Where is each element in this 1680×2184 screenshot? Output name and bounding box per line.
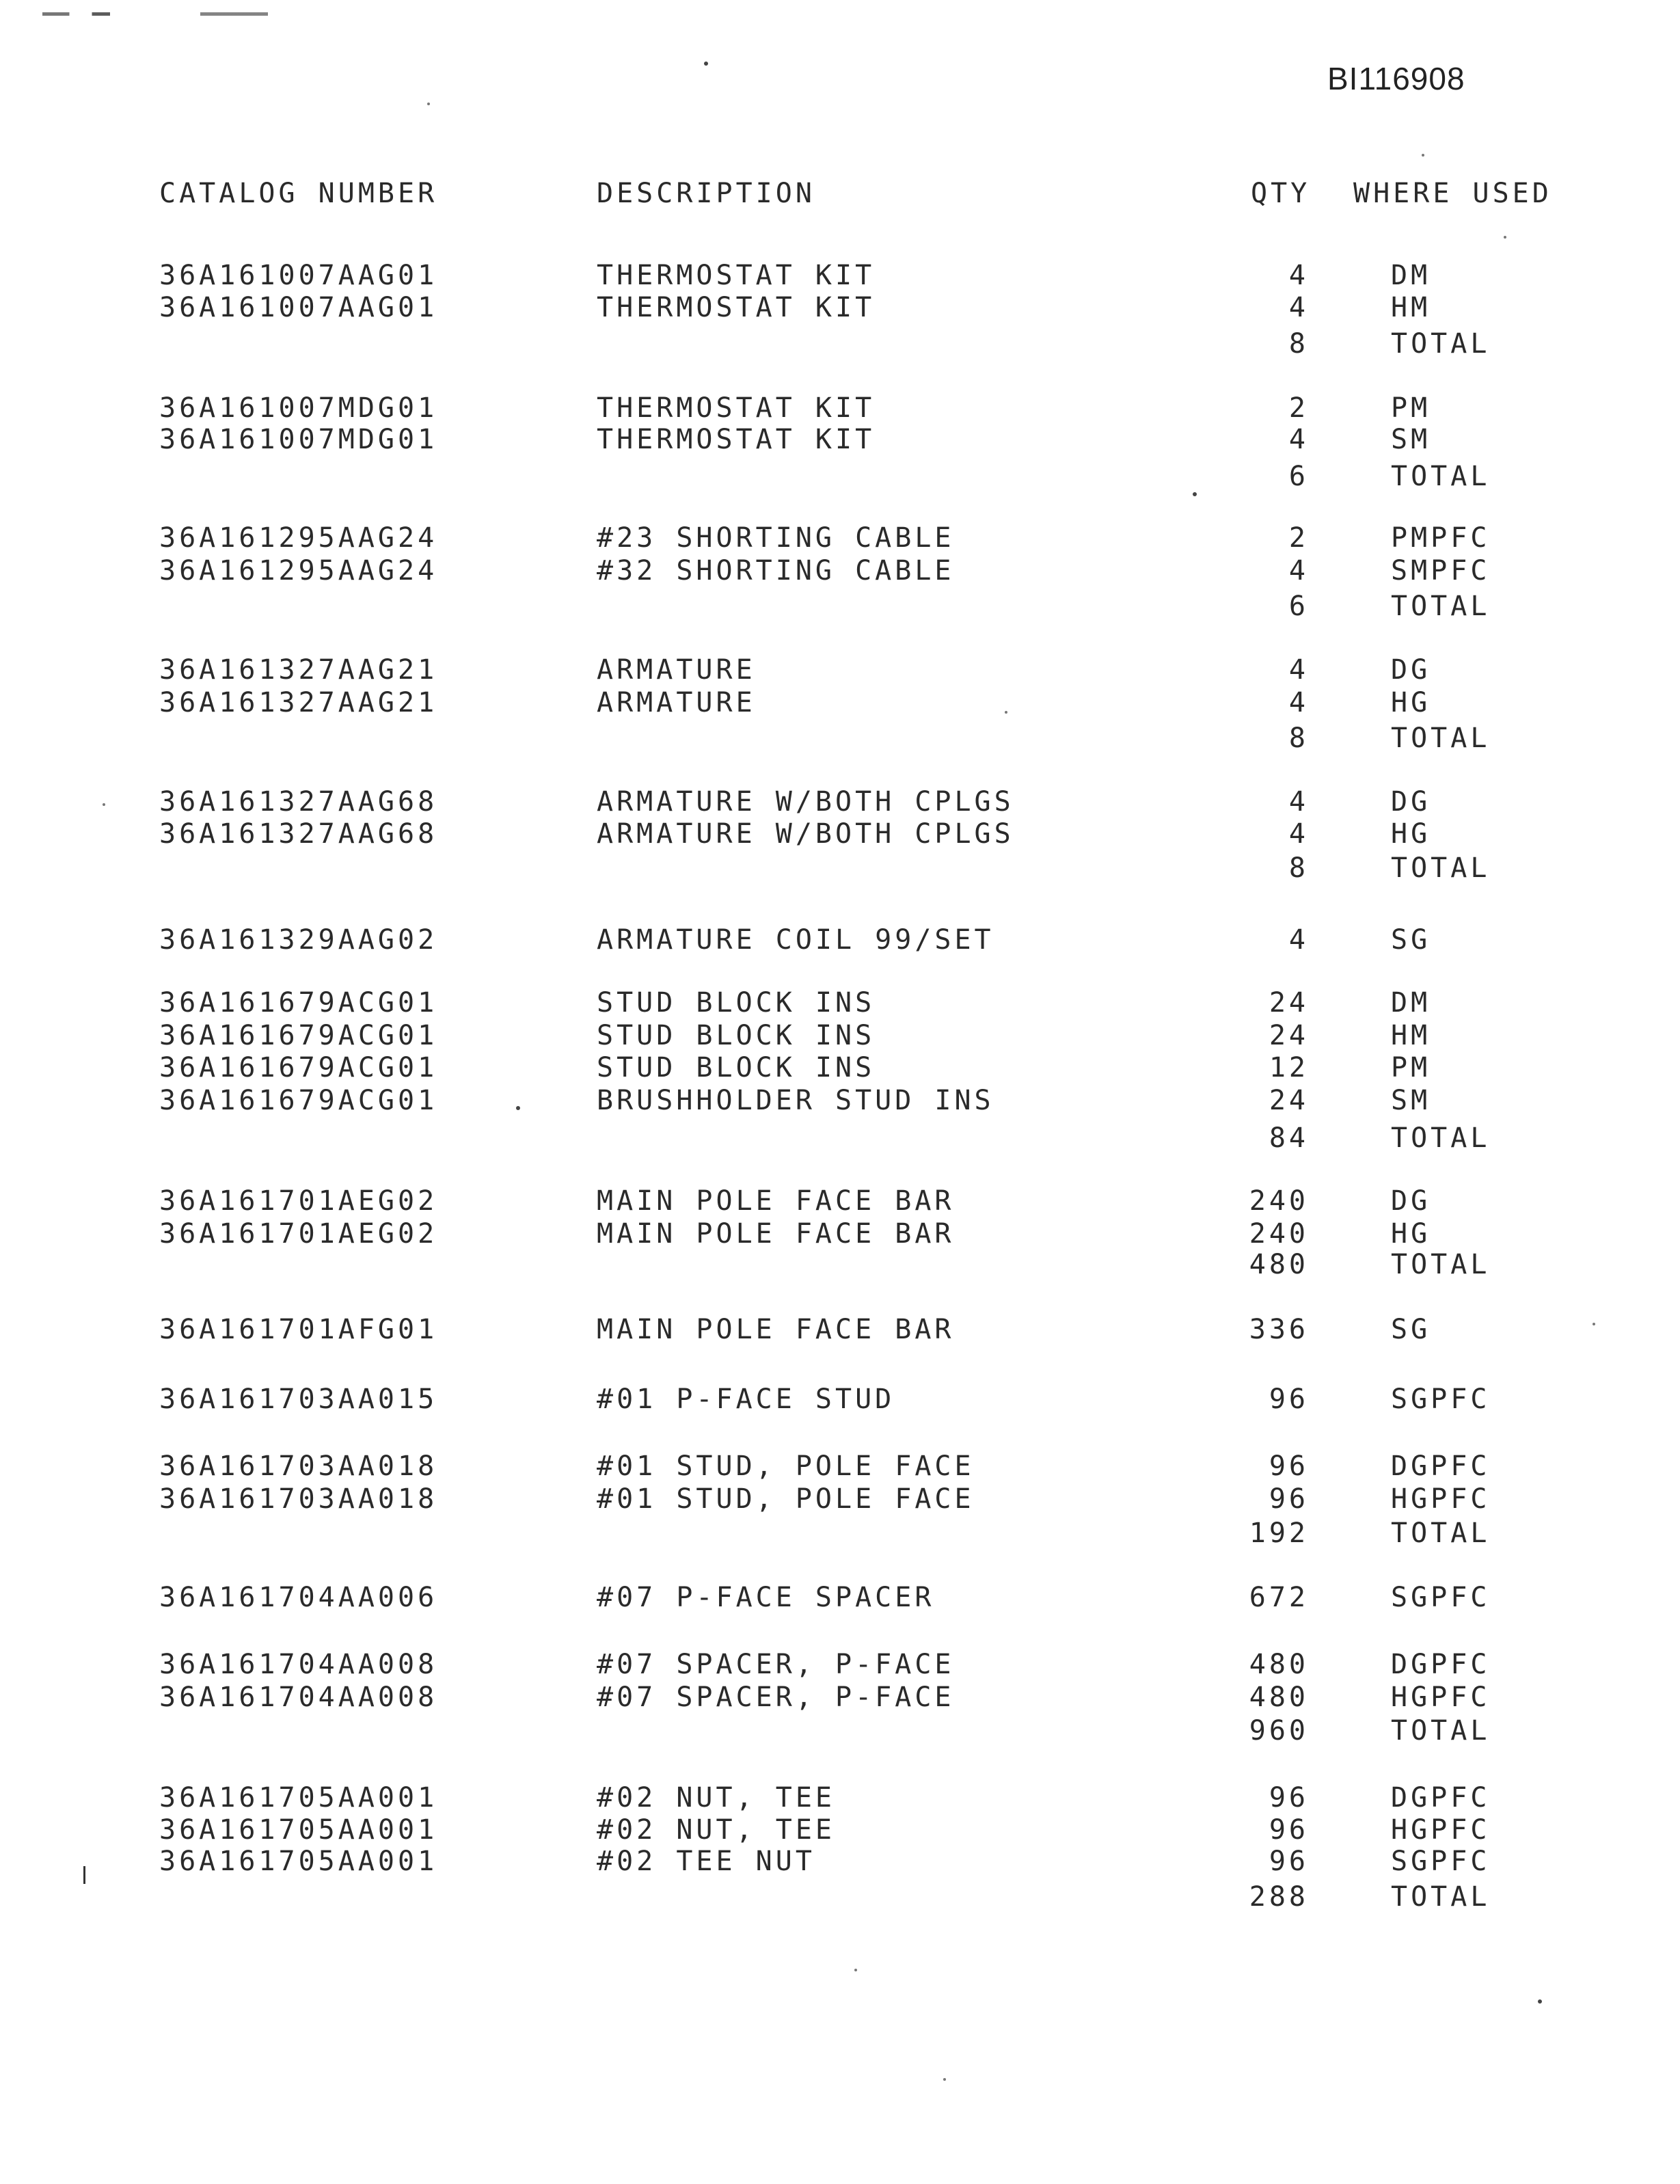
catalog-number-cell: 36A161703AA015 — [159, 1384, 438, 1415]
where-used-cell: DM — [1391, 987, 1431, 1019]
table-row — [0, 1449, 1680, 1483]
where-used-cell: HGPFC — [1391, 1483, 1491, 1515]
table-row — [0, 653, 1680, 687]
total-row — [0, 1880, 1680, 1914]
where-used-cell: HM — [1391, 292, 1431, 323]
description-cell: ARMATURE COIL 99/SET — [597, 924, 994, 956]
table-row — [0, 1312, 1680, 1347]
where-used-cell: HGPFC — [1391, 1682, 1491, 1713]
description-cell: #01 STUD, POLE FACE — [597, 1451, 975, 1482]
qty-cell: 480 — [1249, 1649, 1309, 1680]
catalog-number-cell: 36A161007AAG01 — [159, 260, 438, 291]
total-row — [0, 1714, 1680, 1748]
where-used-cell: DM — [1391, 260, 1431, 291]
total-row — [0, 1516, 1680, 1550]
table-row — [0, 1482, 1680, 1516]
qty-cell: 240 — [1249, 1185, 1309, 1217]
where-used-cell: HG — [1391, 1218, 1431, 1250]
table-row — [0, 817, 1680, 851]
catalog-number-cell: 36A161007MDG01 — [159, 392, 438, 424]
qty-cell: 4 — [1288, 786, 1309, 818]
catalog-number-cell: 36A161704AA008 — [159, 1649, 438, 1680]
catalog-number-cell: 36A161704AA008 — [159, 1682, 438, 1713]
qty-cell: 480 — [1249, 1682, 1309, 1713]
speck — [427, 103, 430, 105]
where-used-cell: SG — [1391, 1314, 1431, 1345]
total-row — [0, 1121, 1680, 1155]
table-row — [0, 986, 1680, 1020]
total-row — [0, 327, 1680, 361]
where-used-cell: TOTAL — [1391, 1249, 1491, 1280]
description-cell: STUD BLOCK INS — [597, 1052, 876, 1083]
where-used-cell: DGPFC — [1391, 1451, 1491, 1482]
table-row — [0, 1781, 1680, 1815]
speck — [1422, 154, 1424, 157]
description-cell: ARMATURE W/BOTH CPLGS — [597, 786, 1014, 818]
qty-cell: 336 — [1249, 1314, 1309, 1345]
qty-cell: 4 — [1288, 654, 1309, 686]
table-row — [0, 1680, 1680, 1714]
qty-cell: 4 — [1288, 924, 1309, 956]
catalog-number-cell: 36A161705AA001 — [159, 1846, 438, 1877]
speck — [1504, 236, 1506, 239]
catalog-number-cell: 36A161295AAG24 — [159, 555, 438, 587]
where-used-cell: HG — [1391, 818, 1431, 850]
where-used-cell: SGPFC — [1391, 1582, 1491, 1613]
where-used-cell: HM — [1391, 1020, 1431, 1051]
where-used-cell: SGPFC — [1391, 1384, 1491, 1415]
where-used-cell: SMPFC — [1391, 555, 1491, 587]
qty-cell: 24 — [1269, 1020, 1309, 1051]
where-used-cell: TOTAL — [1391, 328, 1491, 360]
qty-cell: 4 — [1288, 687, 1309, 718]
table-row — [0, 1813, 1680, 1847]
description-cell: #02 NUT, TEE — [597, 1814, 835, 1846]
catalog-number-cell: 36A161701AFG01 — [159, 1314, 438, 1345]
qty-cell: 96 — [1269, 1384, 1309, 1415]
catalog-number-cell: 36A161327AAG21 — [159, 654, 438, 686]
table-row — [0, 291, 1680, 325]
qty-cell: 12 — [1269, 1052, 1309, 1083]
qty-header: QTY — [1251, 178, 1311, 209]
speck — [516, 1106, 520, 1110]
where-used-cell: HG — [1391, 687, 1431, 718]
description-cell: THERMOSTAT KIT — [597, 260, 876, 291]
qty-cell: 4 — [1288, 555, 1309, 587]
document-id: BI116908 — [1327, 61, 1465, 96]
description-cell: #02 TEE NUT — [597, 1846, 815, 1877]
table-row — [0, 1051, 1680, 1085]
where-used-cell: TOTAL — [1391, 1122, 1491, 1154]
total-row — [0, 589, 1680, 623]
description-cell: #01 STUD, POLE FACE — [597, 1483, 975, 1515]
description-cell: #23 SHORTING CABLE — [597, 522, 955, 554]
where-used-cell: TOTAL — [1391, 1715, 1491, 1747]
catalog-number-cell: 36A161327AAG68 — [159, 786, 438, 818]
description-cell: #32 SHORTING CABLE — [597, 555, 955, 587]
scan-artifact-bar — [83, 1866, 85, 1884]
where-used-cell: HGPFC — [1391, 1814, 1491, 1846]
qty-cell: 4 — [1288, 818, 1309, 850]
qty-cell: 8 — [1288, 852, 1309, 884]
description-cell: THERMOSTAT KIT — [597, 424, 876, 455]
table-row — [0, 1083, 1680, 1118]
qty-cell: 672 — [1249, 1582, 1309, 1613]
table-header — [0, 176, 1680, 211]
qty-cell: 2 — [1288, 522, 1309, 554]
speck — [1193, 492, 1197, 496]
table-row — [0, 785, 1680, 819]
table-row — [0, 1217, 1680, 1251]
catalog-number-cell: 36A161679ACG01 — [159, 987, 438, 1019]
where-used-cell: TOTAL — [1391, 461, 1491, 492]
catalog-number-cell: 36A161705AA001 — [159, 1814, 438, 1846]
table-row — [0, 554, 1680, 588]
qty-cell: 240 — [1249, 1218, 1309, 1250]
where-used-cell: TOTAL — [1391, 591, 1491, 622]
speck — [1538, 1999, 1542, 2004]
description-cell: MAIN POLE FACE BAR — [597, 1314, 955, 1345]
table-row — [0, 422, 1680, 457]
catalog-number-cell: 36A161007MDG01 — [159, 424, 438, 455]
where-used-cell: TOTAL — [1391, 1518, 1491, 1549]
description-cell: THERMOSTAT KIT — [597, 392, 876, 424]
catalog-number-cell: 36A161295AAG24 — [159, 522, 438, 554]
catalog-number-cell: 36A161705AA001 — [159, 1782, 438, 1814]
scan-artifact-mark — [42, 12, 268, 16]
where-used-cell: DG — [1391, 1185, 1431, 1217]
qty-cell: 960 — [1249, 1715, 1309, 1747]
catalog-number-cell: 36A161327AAG21 — [159, 687, 438, 718]
qty-cell: 8 — [1288, 328, 1309, 360]
table-row — [0, 923, 1680, 957]
table-row — [0, 1382, 1680, 1416]
qty-cell: 288 — [1249, 1881, 1309, 1913]
where-used-cell: PMPFC — [1391, 522, 1491, 554]
where-used-cell: SGPFC — [1391, 1846, 1491, 1877]
qty-cell: 96 — [1269, 1814, 1309, 1846]
where-used-cell: TOTAL — [1391, 852, 1491, 884]
catalog-number-cell: 36A161679ACG01 — [159, 1085, 438, 1116]
where-used-cell: DG — [1391, 654, 1431, 686]
description-cell: ARMATURE — [597, 654, 756, 686]
speck — [103, 803, 105, 806]
catalog-number-header: CATALOG NUMBER — [159, 178, 438, 209]
speck — [704, 62, 708, 66]
qty-cell: 96 — [1269, 1451, 1309, 1482]
description-cell: MAIN POLE FACE BAR — [597, 1185, 955, 1217]
catalog-number-cell: 36A161701AEG02 — [159, 1218, 438, 1250]
qty-cell: 6 — [1288, 591, 1309, 622]
qty-cell: 2 — [1288, 392, 1309, 424]
catalog-number-cell: 36A161679ACG01 — [159, 1020, 438, 1051]
catalog-number-cell: 36A161329AAG02 — [159, 924, 438, 956]
table-row — [0, 1647, 1680, 1682]
total-row — [0, 721, 1680, 755]
where-used-cell: DG — [1391, 786, 1431, 818]
where-used-cell: SG — [1391, 924, 1431, 956]
catalog-number-cell: 36A161701AEG02 — [159, 1185, 438, 1217]
total-row — [0, 851, 1680, 885]
total-row — [0, 1248, 1680, 1282]
table-row — [0, 391, 1680, 425]
table-row — [0, 258, 1680, 293]
qty-cell: 192 — [1249, 1518, 1309, 1549]
qty-cell: 96 — [1269, 1483, 1309, 1515]
description-cell: STUD BLOCK INS — [597, 1020, 876, 1051]
table-row — [0, 1184, 1680, 1218]
where-used-cell: PM — [1391, 1052, 1431, 1083]
catalog-number-cell: 36A161703AA018 — [159, 1483, 438, 1515]
total-row — [0, 459, 1680, 494]
description-cell: THERMOSTAT KIT — [597, 292, 876, 323]
table-row — [0, 686, 1680, 720]
where-used-cell: TOTAL — [1391, 723, 1491, 754]
table-row — [0, 521, 1680, 555]
qty-cell: 84 — [1269, 1122, 1309, 1154]
description-cell: #02 NUT, TEE — [597, 1782, 835, 1814]
qty-cell: 96 — [1269, 1846, 1309, 1877]
description-cell: #07 SPACER, P-FACE — [597, 1682, 955, 1713]
table-row — [0, 1580, 1680, 1615]
description-cell: BRUSHHOLDER STUD INS — [597, 1085, 994, 1116]
speck — [1593, 1323, 1595, 1325]
qty-cell: 24 — [1269, 1085, 1309, 1116]
where-used-header: WHERE USED — [1353, 178, 1552, 209]
qty-cell: 24 — [1269, 987, 1309, 1019]
description-cell: #07 P-FACE SPACER — [597, 1582, 935, 1613]
where-used-cell: TOTAL — [1391, 1881, 1491, 1913]
description-header: DESCRIPTION — [597, 178, 815, 209]
speck — [1005, 711, 1007, 714]
description-cell: ARMATURE W/BOTH CPLGS — [597, 818, 1014, 850]
description-cell: MAIN POLE FACE BAR — [597, 1218, 955, 1250]
qty-cell: 6 — [1288, 461, 1309, 492]
qty-cell: 4 — [1288, 260, 1309, 291]
qty-cell: 4 — [1288, 292, 1309, 323]
where-used-cell: SM — [1391, 424, 1431, 455]
catalog-number-cell: 36A161704AA006 — [159, 1582, 438, 1613]
where-used-cell: PM — [1391, 392, 1431, 424]
qty-cell: 96 — [1269, 1782, 1309, 1814]
qty-cell: 480 — [1249, 1249, 1309, 1280]
description-cell: ARMATURE — [597, 687, 756, 718]
where-used-cell: DGPFC — [1391, 1782, 1491, 1814]
speck — [854, 1969, 857, 1971]
table-row — [0, 1019, 1680, 1053]
description-cell: #01 P-FACE STUD — [597, 1384, 895, 1415]
table-row — [0, 1844, 1680, 1878]
catalog-number-cell: 36A161327AAG68 — [159, 818, 438, 850]
catalog-number-cell: 36A161007AAG01 — [159, 292, 438, 323]
catalog-number-cell: 36A161679ACG01 — [159, 1052, 438, 1083]
qty-cell: 4 — [1288, 424, 1309, 455]
qty-cell: 8 — [1288, 723, 1309, 754]
where-used-cell: DGPFC — [1391, 1649, 1491, 1680]
speck — [943, 2078, 946, 2081]
description-cell: #07 SPACER, P-FACE — [597, 1649, 955, 1680]
description-cell: STUD BLOCK INS — [597, 987, 876, 1019]
where-used-cell: SM — [1391, 1085, 1431, 1116]
catalog-number-cell: 36A161703AA018 — [159, 1451, 438, 1482]
